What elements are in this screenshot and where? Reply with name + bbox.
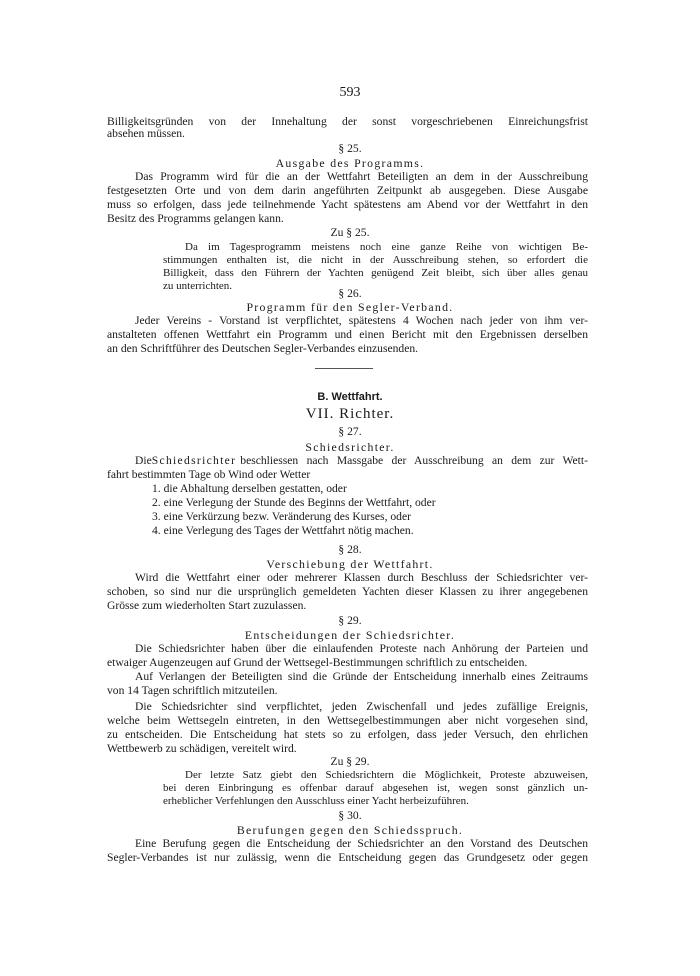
page-number: 593: [339, 85, 361, 100]
note-line: bei deren Einbringung es offenbar darauf abgesehen ist, wegen sonst gänzlich un-: [163, 782, 588, 794]
part-heading: B. Wettfahrt.: [317, 391, 383, 403]
text-line: Billigkeitsgründen von der Innehaltung der sonst vorgeschriebenen Einreichungsfrist: [107, 115, 588, 128]
text-line: muss so erfolgen, dass jede teilnehmende Yacht spätestens am Abend vor der Wettfahrt in den: [107, 198, 588, 211]
text-line: welche beim Wettsegeln eintreten, in den Wettsegelbestimmungen aber nicht vorgesehen sind,: [107, 714, 588, 727]
section-divider: [315, 368, 373, 369]
text-line: Das Programm wird für die an der Wettfahrt Beteiligten an dem in der Ausschreibung: [135, 170, 588, 183]
list-item: [152, 482, 347, 496]
text-line: Segler-Verbandes ist nur zulässig, wenn die Entscheidung gegen das Grundgesetz oder gegen: [107, 851, 588, 864]
text-line: Auf Verlangen der Beteiligten sind die Gründe der Entscheidung innerhalb eines Zeitraums: [135, 670, 588, 683]
text-line: Jeder Vereins - Vorstand ist verpflichtet, spätestens 4 Wochen nach jeder von ihm ver-: [135, 314, 588, 327]
text-line: etwaiger Augenzeugen auf Grund der Wettsegel-Bestimmungen schriftlich zu entscheiden.: [107, 656, 528, 669]
list-item: [152, 524, 414, 538]
text-line: zu entscheiden. Die Entscheidung hat stets so zu erfolgen, dass jeder Versuch, den ehrlichen: [107, 728, 588, 741]
note-heading: Zu § 29.: [330, 755, 370, 768]
text-fragment: Die: [135, 454, 152, 467]
text-line: absehen müssen.: [107, 127, 185, 140]
text-fragment: beschliessen nach Massgabe der Ausschreibung an dem zur Wett-: [240, 454, 588, 467]
text-line: Grösse zum wiederholten Start zuzulassen.: [107, 599, 307, 612]
list-item-text: eine Verlegung der Stunde des Beginns der Wettfahrt, oder: [163, 496, 436, 509]
text-line: von 14 Tagen schriftlich mitzuteilen.: [107, 684, 278, 697]
text-line: Die Schiedsrichter haben über die einlaufenden Proteste nach Anhörung der Parteien und: [135, 642, 588, 655]
section-title: Berufungen gegen den Schiedsspruch.: [236, 823, 464, 837]
list-item: [152, 496, 436, 510]
section-title: Schiedsrichter.: [305, 440, 395, 454]
text-line: Wettbewerb zu schädigen, vereitelt wird.: [107, 742, 297, 755]
list-item: [152, 510, 411, 524]
list-item-number: 4.: [152, 524, 161, 537]
note-line: Billigkeit, dass den Führern der Yachten genügend Zeit bleibt, sich über alles genau: [163, 267, 588, 279]
text-line: Die Schiedsrichter sind verpflichtet, jeden Zwischenfall und jedes zufällige Ereignis,: [135, 700, 588, 713]
list-item-number: 2.: [152, 496, 161, 509]
section-number: § 26.: [338, 287, 362, 300]
text-line: Eine Berufung gegen die Entscheidung der Schiedsrichter an den Vorstand des Deutschen: [135, 837, 588, 850]
section-number: § 28.: [338, 543, 362, 556]
text-line: an den Schriftführer des Deutschen Segler-Verbandes einzusenden.: [107, 342, 419, 355]
section-number: § 29.: [338, 614, 362, 627]
text-line: fahrt bestimmten Tage ob Wind oder Wetter: [107, 468, 311, 481]
text-line: festgesetzten Orte und von dem darin angeführten Zeitpunkt ab ausgegeben. Diese Ausgabe: [107, 184, 588, 197]
text-line: schoben, so sind nur die ursprünglich gemeldeten Yachten dieser Klassen zu ihrer angegebenen: [107, 585, 588, 598]
note-line: Da im Tagesprogramm meistens noch eine ganze Reihe von wichtigen Be-: [185, 241, 588, 253]
text-line: anstalteten offenen Wettfahrt ein Programm und einen Bericht mit den Ergebnissen derselben: [107, 328, 588, 341]
section-number: § 27.: [338, 425, 362, 438]
list-item-number: 3.: [152, 510, 161, 523]
text-fragment-spaced: Schiedsrichter: [151, 454, 237, 467]
note-heading: Zu § 25.: [330, 226, 370, 239]
section-title: Verschiebung der Wettfahrt.: [266, 557, 434, 571]
text-line: Besitz des Programms gelangen kann.: [107, 212, 284, 225]
note-line: stimmungen enthalten ist, die nicht in der Ausschreibung stehen, so erfordert die: [163, 254, 588, 266]
section-number: § 25.: [338, 142, 362, 155]
section-title: Entscheidungen der Schiedsrichter.: [244, 628, 456, 642]
note-line: Der letzte Satz giebt den Schiedsrichtern die Möglichkeit, Proteste abzuweisen,: [185, 769, 588, 781]
section-title: Programm für den Segler-Verband.: [246, 300, 454, 314]
note-line: erheblicher Verfehlungen den Ausschluss einer Yacht herbeizuführen.: [163, 795, 469, 807]
list-item-text: eine Verkürzung bezw. Veränderung des Kurses, oder: [163, 510, 411, 523]
section-number: § 30.: [338, 809, 362, 822]
list-item-text: die Abhaltung derselben gestatten, oder: [163, 482, 347, 495]
text-line: Wird die Wettfahrt einer oder mehrerer Klassen durch Beschluss der Schiedsrichter ver-: [135, 571, 588, 584]
text-line: [135, 454, 588, 468]
section-title: Ausgabe des Programms.: [275, 156, 425, 170]
list-item-number: 1.: [152, 482, 161, 495]
list-item-text: eine Verlegung des Tages der Wettfahrt nötig machen.: [163, 524, 414, 537]
note-line: zu unterrichten.: [163, 280, 233, 292]
chapter-heading: VII. Richter.: [305, 406, 395, 422]
